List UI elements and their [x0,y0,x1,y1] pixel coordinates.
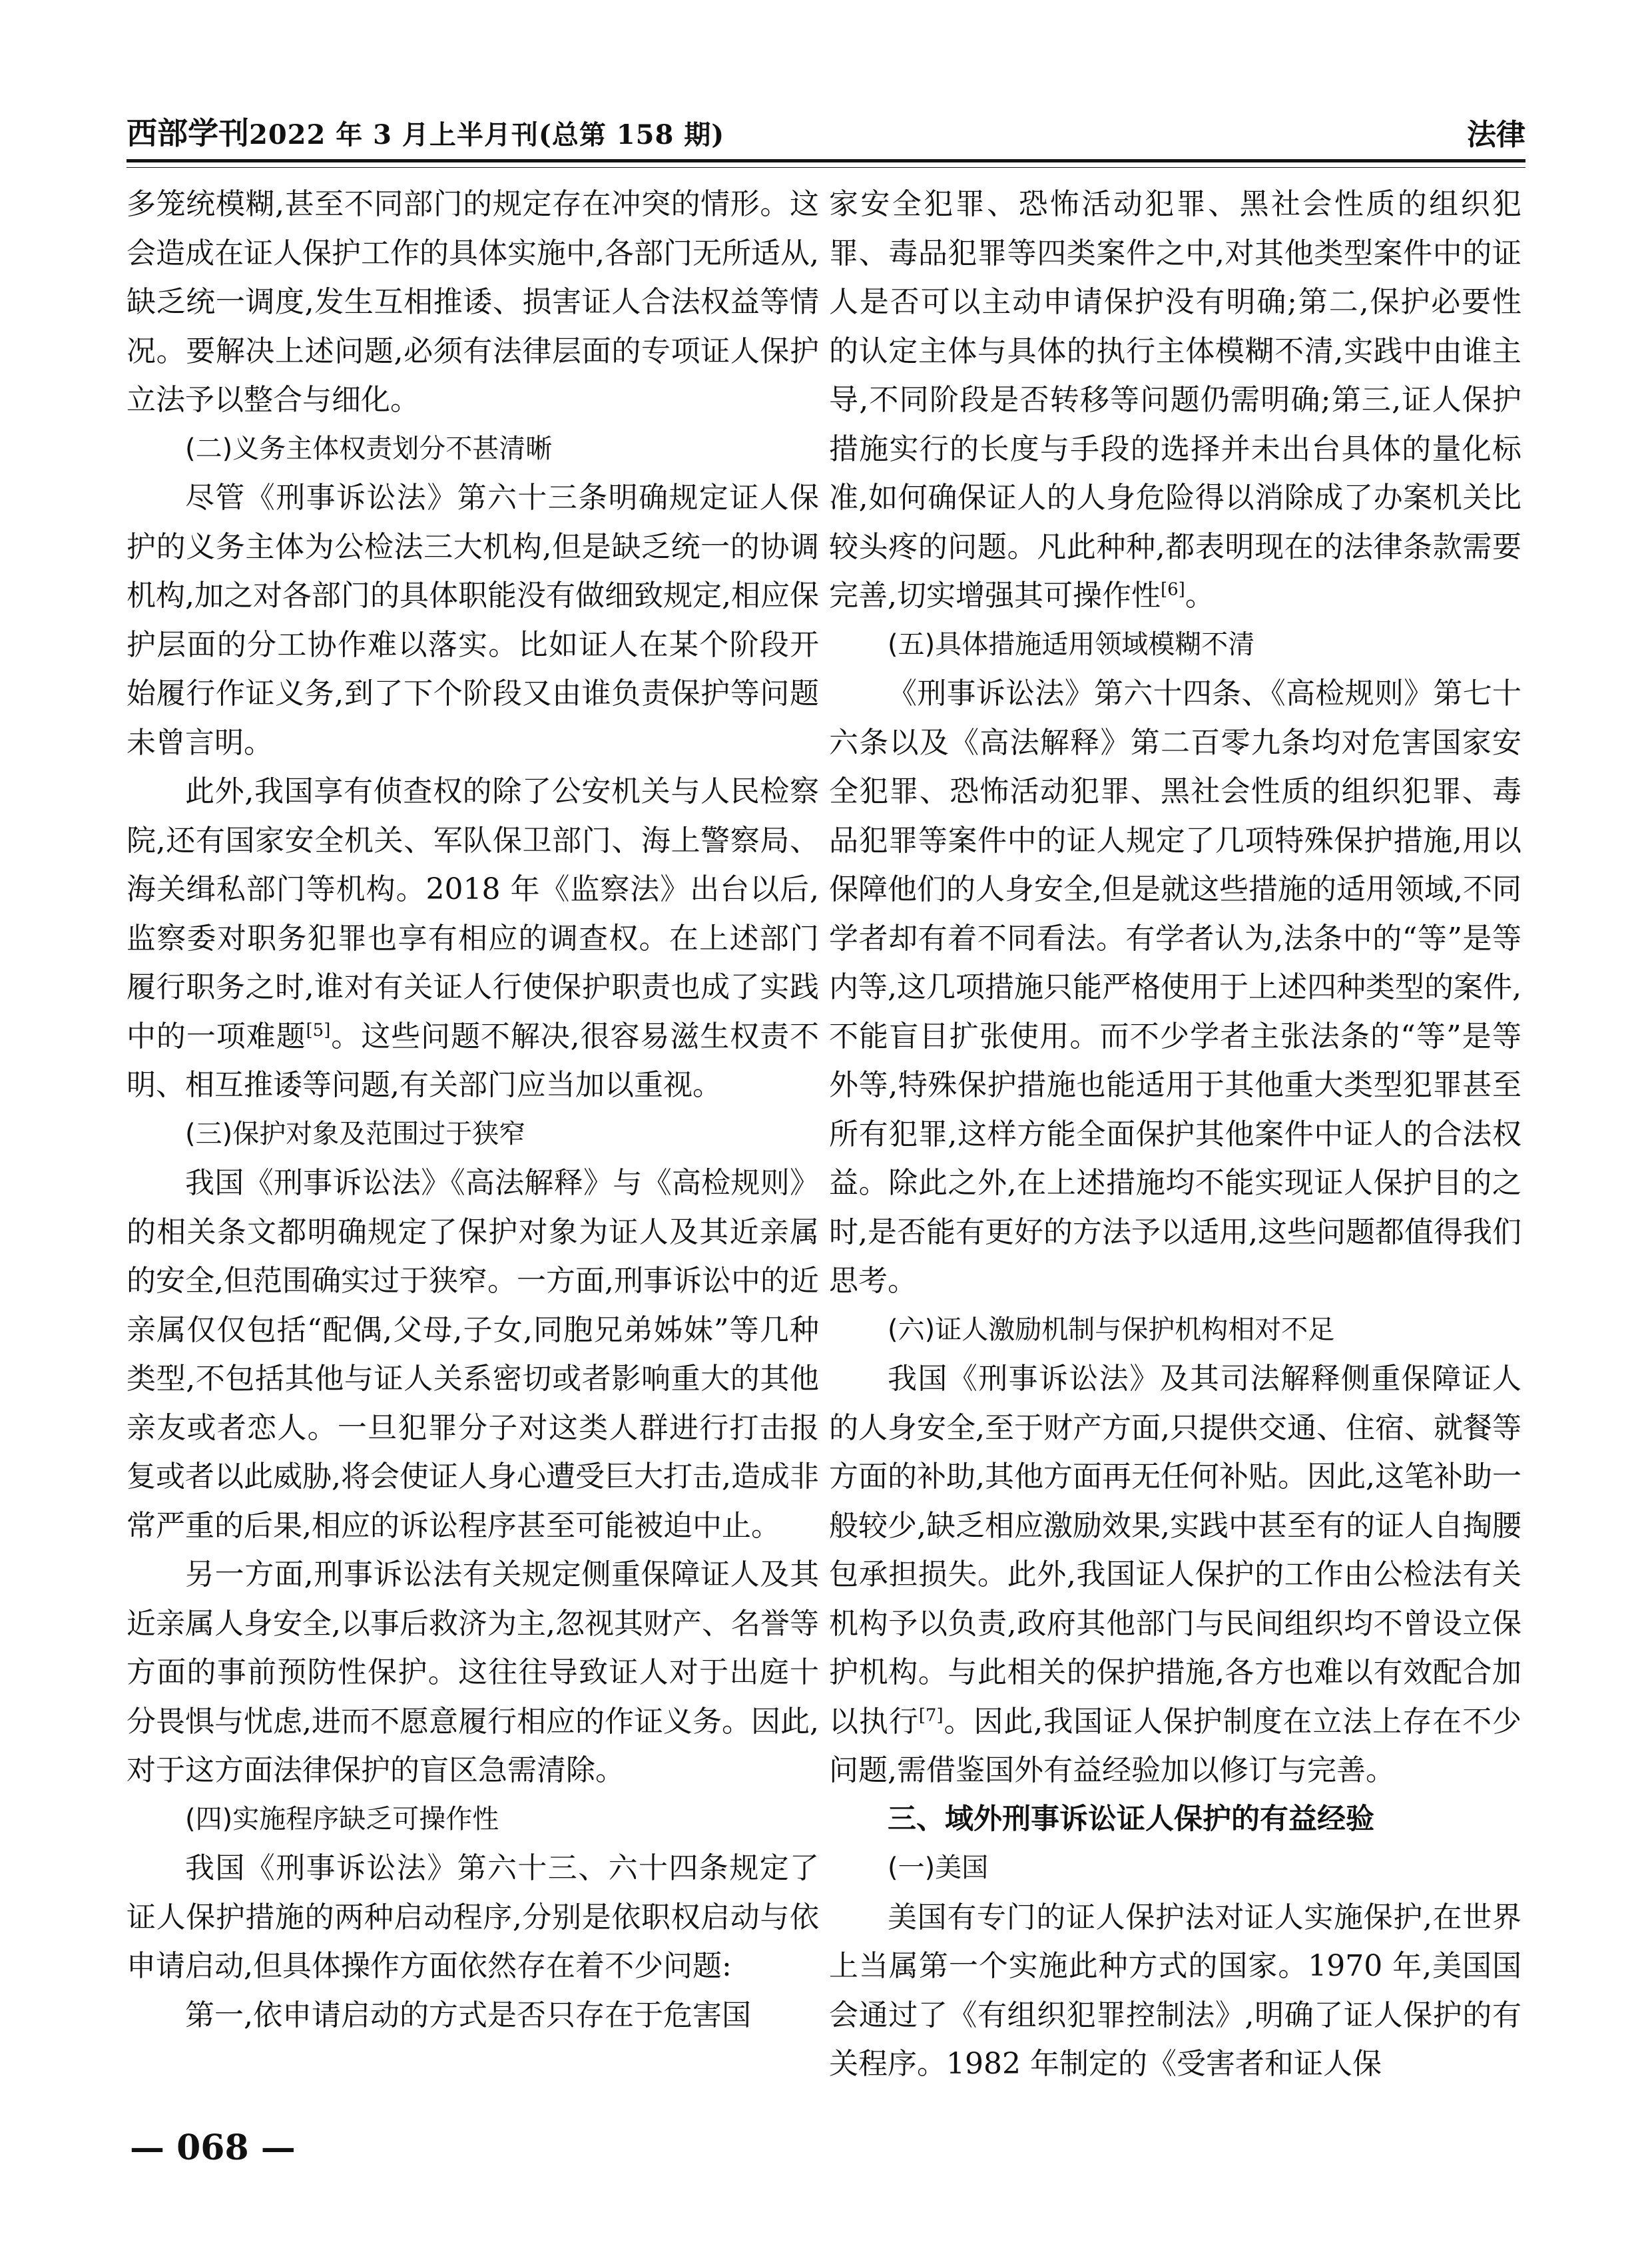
paragraph [127,180,819,425]
paragraph-text: 第一,依申请启动的方式是否只存在于危害国 [185,1998,751,2032]
subsection-heading-text: (六)证人激励机制与保护机构相对不足 [888,1314,1335,1345]
right-column [829,180,1521,2098]
section-heading-text: 三、域外刑事诉讼证人保护的有益经验 [888,1802,1374,1836]
paragraph-text: 尽管《刑事诉讼法》第六十三条明确规定证人保护的义务主体为公检法三大机构,但是缺乏统一的协调机构,加之对各部门的具体职能没有做细致规定,相应保护层面的分工协作难以落实。比如证人在某个阶段开始履行作证义务,到了下个阶段又由谁负责保护等问题未曾言明。 [127,481,819,760]
paragraph-text: 另一方面,刑事诉讼法有关规定侧重保障证人及其近亲属人身安全,以事后救济为主,忽视其财产、名誉等方面的事前预防性保护。这往往导致证人对于出庭十分畏惧与忧虑,进而不愿意履行相应的作证义务。因此,对于这方面法律保护的盲区急需清除。 [127,1557,819,1787]
subsection-heading [127,1795,819,1844]
paragraph [127,1991,819,2040]
left-column [127,180,819,2098]
section-label: 法律 [1467,118,1525,152]
citation-ref: [6] [1161,579,1185,600]
subsection-heading-text: (一)美国 [888,1852,989,1883]
paragraph [127,1159,819,1550]
paragraph [127,1550,819,1795]
paragraph [127,767,819,1110]
subsection-heading-text: (二)义务主体权责划分不甚清晰 [185,433,553,464]
paragraph [127,1844,819,1991]
paragraph-text: 此外,我国享有侦查权的除了公安机关与人民检察院,还有国家安全机关、军队保卫部门、海上警察局、海关缉私部门等机构。2018 年《监察法》出台以后,监察委对职务犯罪也享有相应的调查权。在上述部门履行职务之时,谁对有关证人行使保护职责也成了实践中的一项难题 [127,774,819,1053]
subsection-heading-text: (五)具体措施适用领域模糊不清 [888,629,1255,660]
paragraph [829,669,1521,1306]
running-header [127,112,1525,158]
section-heading [829,1795,1521,1844]
issue-info: 2022 年 3 月上半月刊(总第 158 期) [249,119,725,150]
journal-info [127,109,724,153]
paragraph [829,180,1521,621]
subsection-heading-text: (四)实施程序缺乏可操作性 [185,1803,499,1834]
paragraph [829,1893,1521,2089]
paragraph-text: 我国《刑事诉讼法》第六十三、六十四条规定了证人保护措施的两种启动程序,分别是依职权启动与依申请启动,但具体操作方面依然存在着不少问题: [127,1851,819,1983]
paragraph [127,473,819,767]
paragraph-text: 美国有专门的证人保护法对证人实施保护,在世界上当属第一个实施此种方式的国家。1970 年,美国国会通过了《有组织犯罪控制法》,明确了证人保护的有关程序。1982 年制定的《受害者和证人保 [829,1900,1521,2081]
page-number: — 068 — [130,2127,296,2168]
paragraph [829,1354,1521,1795]
journal-logo: 西部学刊 [127,115,249,151]
header-rule-thin [127,167,1525,168]
subsection-heading [127,425,819,474]
paragraph-text: 我国《刑事诉讼法》及其司法解释侧重保障证人的人身安全,至于财产方面,只提供交通、住宿、就餐等方面的补助,其他方面再无任何补贴。因此,这笔补助一般较少,缺乏相应激励效果,实践中甚至有的证人自掏腰包承担损失。此外,我国证人保护的工作由公检法有关机构予以负责,政府其他部门与民间组织均不曾设立保护机构。与此相关的保护措施,各方也难以有效配合加以执行 [829,1362,1521,1739]
subsection-heading [829,1844,1521,1893]
citation-ref: [7] [918,1705,944,1725]
paragraph-text: 我国《刑事诉讼法》《高法解释》与《高检规则》的相关条文都明确规定了保护对象为证人及其近亲属的安全,但范围确实过于狭窄。一方面,刑事诉讼中的近亲属仅仅包括“配偶,父母,子女,同胞兄弟姊妹”等几种类型,不包括其他与证人关系密切或者影响重大的其他亲友或者恋人。一旦犯罪分子对这类人群进行打击报复或者以此威胁,将会使证人身心遭受巨大打击,造成非常严重的后果,相应的诉讼程序甚至可能被迫中止。 [127,1166,819,1543]
subsection-heading [127,1110,819,1159]
paragraph-text-tail: 。 [1185,579,1215,613]
paragraph-text-tail: 。因此,我国证人保护制度在立法上存在不少问题,需借鉴国外有益经验加以修订与完善。 [829,1704,1521,1787]
paragraph-text-tail: 。这些问题不解决,很容易滋生权责不明、相互推诿等问题,有关部门应当加以重视。 [127,1019,819,1102]
paragraph-text: 《刑事诉讼法》第六十四条、《高检规则》第七十六条以及《高法解释》第二百零九条均对危害国家安全犯罪、恐怖活动犯罪、黑社会性质的组织犯罪、毒品犯罪等案件中的证人规定了几项特殊保护措施,用以保障他们的人身安全,但是就这些措施的适用领域,不同学者却有着不同看法。有学者认为,法条中的“等”是等内等,这几项措施只能严格使用于上述四种类型的案件,不能盲目扩张使用。而不少学者主张法条的“等”是等外等,特殊保护措施也能适用于其他重大类型犯罪甚至所有犯罪,这样方能全面保护其他案件中证人的合法权益。除此之外,在上述措施均不能实现证人保护目的之时,是否能有更好的方法予以适用,这些问题都值得我们思考。 [829,677,1521,1298]
paragraph-text: 家安全犯罪、恐怖活动犯罪、黑社会性质的组织犯罪、毒品犯罪等四类案件之中,对其他类型案件中的证人是否可以主动申请保护没有明确;第二,保护必要性的认定主体与具体的执行主体模糊不清,实践中由谁主导,不同阶段是否转移等问题仍需明确;第三,证人保护措施实行的长度与手段的选择并未出台具体的量化标准,如何确保证人的人身危险得以消除成了办案机关比较头疼的问题。凡此种种,都表明现在的法律条款需要完善,切实增强其可操作性 [829,187,1521,613]
subsection-heading [829,1306,1521,1355]
subsection-heading [829,621,1521,670]
subsection-heading-text: (三)保护对象及范围过于狭窄 [185,1118,526,1149]
paragraph-text: 多笼统模糊,甚至不同部门的规定存在冲突的情形。这会造成在证人保护工作的具体实施中,各部门无所适从,缺乏统一调度,发生互相推诿、损害证人合法权益等情况。要解决上述问题,必须有法律层面的专项证人保护立法予以整合与细化。 [127,187,819,417]
header-rule-thick [127,159,1525,162]
citation-ref: [5] [306,1019,331,1040]
